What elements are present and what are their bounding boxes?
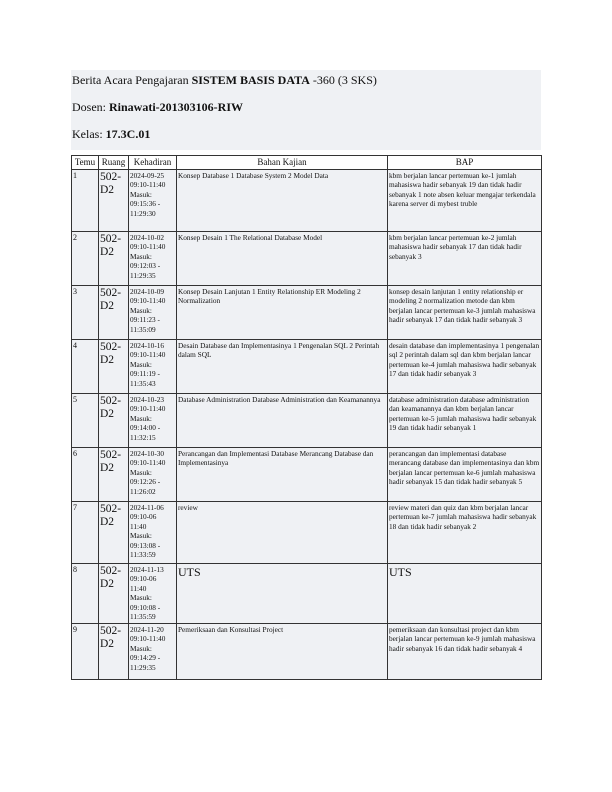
cell-ruang: 502- D2: [99, 448, 129, 502]
cell-bap: kbm berjalan lancar pertemuan ke-2 jumlah mahasiswa hadir sebanyak 17 dan tidak hadir sebanyak 3: [388, 232, 542, 286]
cell-temu: 5: [72, 394, 99, 448]
report-title: [72, 73, 377, 88]
document-header: [71, 70, 541, 150]
cell-kehadiran: 2024-10-23 09:10-11:40 Masuk: 09:14:00 - 11:32:15: [129, 394, 177, 448]
cell-bahan-kajian: Konsep Database 1 Database System 2 Model Data: [177, 170, 388, 232]
cell-bahan-kajian: Pemeriksaan dan Konsultasi Project: [177, 624, 388, 680]
cell-temu: 6: [72, 448, 99, 502]
lecturer-label: Dosen:: [72, 100, 109, 114]
cell-bap: desain database dan implementasinya 1 pengenalan sql 2 perintah dalam sql dan kbm berjalan lancar pertemuan ke-4 jumlah mahasiswa hadir sebanyak 17 dan tidak hadir sebanyak 3: [388, 340, 542, 394]
cell-ruang: 502- D2: [99, 564, 129, 624]
lecturer-line: [72, 100, 243, 115]
cell-temu: 8: [72, 564, 99, 624]
table-row: [72, 564, 542, 624]
cell-ruang: 502- D2: [99, 170, 129, 232]
table-row: [72, 624, 542, 680]
title-prefix: Berita Acara Pengajaran: [72, 73, 192, 87]
course-code-credits: -360 (3 SKS): [309, 73, 377, 87]
cell-kehadiran: 2024-11-13 09:10-06 11:40 Masuk: 09:10:08 - 11:35:59: [129, 564, 177, 624]
class-name: 17.3C.01: [105, 127, 151, 141]
table-header-row: [72, 156, 542, 170]
table-row: [72, 340, 542, 394]
table-row: [72, 170, 542, 232]
column-header-bahan-kajian: Bahan Kajian: [177, 156, 388, 170]
cell-bap: perancangan dan implementasi database merancang database dan implementasinya dan kbm berjalan lancar pertemuan ke-6 jumlah mahasiswa hadir sebanyak 15 dan tidak hadir sebanyak 5: [388, 448, 542, 502]
cell-ruang: 502- D2: [99, 394, 129, 448]
cell-bahan-kajian: UTS: [177, 564, 388, 624]
cell-bap: konsep desain lanjutan 1 entity relationship er modeling 2 normalization metode dan kbm berjalan lancar pertemuan ke-3 jumlah mahasiswa hadir sebanyak 17 dan tidak hadir sebanyak 3: [388, 286, 542, 340]
cell-temu: 9: [72, 624, 99, 680]
cell-bap: kbm berjalan lancar pertemuan ke-1 jumlah mahasiswa hadir sebanyak 19 dan tidak hadir sebanyak 1 note absen keluar mengajar terkendala karena server di mybest truble: [388, 170, 542, 232]
class-line: [72, 127, 150, 142]
column-header-bap: BAP: [388, 156, 542, 170]
cell-ruang: 502- D2: [99, 624, 129, 680]
cell-ruang: 502- D2: [99, 502, 129, 564]
table-row: [72, 286, 542, 340]
cell-kehadiran: 2024-10-30 09:10-11:40 Masuk: 09:12:26 - 11:26:02: [129, 448, 177, 502]
cell-temu: 7: [72, 502, 99, 564]
cell-bap: review materi dan quiz dan kbm berjalan lancar pertemuan ke-7 jumlah mahasiswa hadir sebanyak 18 dan tidak hadir sebanyak 2: [388, 502, 542, 564]
column-header-temu: Temu: [72, 156, 99, 170]
table-row: [72, 502, 542, 564]
cell-bahan-kajian: Konsep Desain 1 The Relational Database Model: [177, 232, 388, 286]
attendance-table: [71, 155, 542, 680]
table-row: [72, 448, 542, 502]
cell-bap: UTS: [388, 564, 542, 624]
cell-temu: 2: [72, 232, 99, 286]
cell-kehadiran: 2024-11-20 09:10-11:40 Masuk: 09:14:29 - 11:29:35: [129, 624, 177, 680]
cell-ruang: 502- D2: [99, 232, 129, 286]
cell-bahan-kajian: Perancangan dan Implementasi Database Merancang Database dan Implementasinya: [177, 448, 388, 502]
cell-kehadiran: 2024-10-16 09:10-11:40 Masuk: 09:11:19 - 11:35:43: [129, 340, 177, 394]
cell-kehadiran: 2024-11-06 09:10-06 11:40 Masuk: 09:13:08 - 11:33:59: [129, 502, 177, 564]
cell-temu: 4: [72, 340, 99, 394]
cell-bap: database administration database administration dan keamanannya dan kbm berjalan lancar pertemuan ke-5 jumlah mahasiswa hadir sebanyak 19 dan tidak hadir sebanyak 1: [388, 394, 542, 448]
cell-ruang: 502- D2: [99, 286, 129, 340]
lecturer-name: Rinawati-201303106-RIW: [109, 100, 243, 114]
cell-bahan-kajian: review: [177, 502, 388, 564]
cell-kehadiran: 2024-10-09 09:10-11:40 Masuk: 09:11:23 - 11:35:09: [129, 286, 177, 340]
cell-ruang: 502- D2: [99, 340, 129, 394]
cell-temu: 1: [72, 170, 99, 232]
cell-temu: 3: [72, 286, 99, 340]
cell-kehadiran: 2024-10-02 09:10-11:40 Masuk: 09:12:03 - 11:29:35: [129, 232, 177, 286]
table-row: [72, 394, 542, 448]
column-header-ruang: Ruang: [99, 156, 129, 170]
column-header-kehadiran: Kehadiran: [129, 156, 177, 170]
course-name: SISTEM BASIS DATA: [191, 73, 310, 87]
cell-bahan-kajian: Database Administration Database Administration dan Keamanannya: [177, 394, 388, 448]
class-label: Kelas:: [72, 127, 106, 141]
cell-bahan-kajian: Konsep Desain Lanjutan 1 Entity Relationship ER Modeling 2 Normalization: [177, 286, 388, 340]
cell-bahan-kajian: Desain Database dan Implementasinya 1 Pengenalan SQL 2 Perintah dalam SQL: [177, 340, 388, 394]
table-row: [72, 232, 542, 286]
cell-bap: pemeriksaan dan konsultasi project dan kbm berjalan lancar pertemuan ke-9 jumlah mahasiswa hadir sebanyak 16 dan tidak hadir sebanyak 4: [388, 624, 542, 680]
cell-kehadiran: 2024-09-25 09:10-11:40 Masuk: 09:15:36 - 11:29:30: [129, 170, 177, 232]
